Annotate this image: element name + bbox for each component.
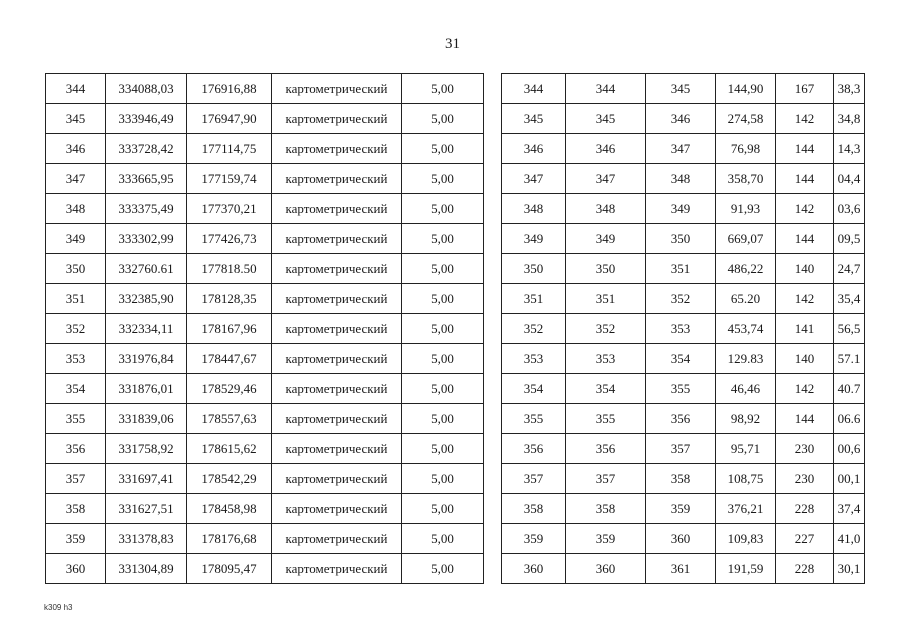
table-cell: 350 [46,254,106,284]
table-cell: 91,93 [716,194,776,224]
table-cell: 351 [646,254,716,284]
table-row [502,554,865,584]
table-cell: 228 [776,554,834,584]
table-cell: 142 [776,374,834,404]
table-cell: 355 [646,374,716,404]
table-cell: 178447,67 [187,344,272,374]
table-row [46,74,484,104]
table-row [46,164,484,194]
table-row [46,404,484,434]
table-cell: 346 [566,134,646,164]
table-row [502,434,865,464]
table-cell: 333375,49 [106,194,187,224]
table-cell: 352 [566,314,646,344]
table-cell: 352 [502,314,566,344]
table-cell: 355 [46,404,106,434]
table-row [502,194,865,224]
table-cell: 178557,63 [187,404,272,434]
table-cell: 57.1 [834,344,865,374]
table-cell: 376,21 [716,494,776,524]
table-cell: 349 [46,224,106,254]
table-cell: 144 [776,404,834,434]
table-cell: 353 [566,344,646,374]
table-cell: 332385,90 [106,284,187,314]
table-row [502,254,865,284]
table-cell: 41,0 [834,524,865,554]
table-cell: 228 [776,494,834,524]
table-cell: 5,00 [402,404,484,434]
table-row [502,74,865,104]
table-cell: 346 [502,134,566,164]
table-cell: 347 [502,164,566,194]
table-cell: 359 [646,494,716,524]
table-cell: 03,6 [834,194,865,224]
table-cell: 357 [646,434,716,464]
table-cell: 360 [46,554,106,584]
table-row [46,134,484,164]
table-cell: 5,00 [402,194,484,224]
table-cell: 353 [46,344,106,374]
table-row [46,284,484,314]
table-row [46,104,484,134]
table-cell: 331876,01 [106,374,187,404]
table-cell: 333946,49 [106,104,187,134]
table-cell: 34,8 [834,104,865,134]
table-cell: картометрический [272,284,402,314]
table-cell: 352 [646,284,716,314]
table-row [502,134,865,164]
table-cell: 40.7 [834,374,865,404]
table-cell: 344 [566,74,646,104]
table-cell: 357 [502,464,566,494]
table-cell: 5,00 [402,464,484,494]
table-cell: 355 [502,404,566,434]
table-cell: 359 [46,524,106,554]
table-cell: 345 [46,104,106,134]
table-cell: 350 [566,254,646,284]
table-row [502,464,865,494]
table-cell: 5,00 [402,554,484,584]
table-cell: 348 [46,194,106,224]
table-cell: 331378,83 [106,524,187,554]
table-cell: картометрический [272,74,402,104]
table-cell: 357 [566,464,646,494]
table-cell: картометрический [272,314,402,344]
table-cell: 5,00 [402,134,484,164]
table-cell: 5,00 [402,434,484,464]
table-cell: 178095,47 [187,554,272,584]
page-number: 31 [445,36,460,52]
table-cell: 178615,62 [187,434,272,464]
table-row [46,434,484,464]
table-cell: 30,1 [834,554,865,584]
table-cell: 349 [566,224,646,254]
table-cell: 354 [646,344,716,374]
table-cell: 230 [776,464,834,494]
table-cell: 140 [776,344,834,374]
table-cell: картометрический [272,194,402,224]
table-cell: 359 [502,524,566,554]
table-cell: 177159,74 [187,164,272,194]
table-cell: картометрический [272,554,402,584]
table-row [502,404,865,434]
table-cell: 98,92 [716,404,776,434]
table-cell: 333665,95 [106,164,187,194]
table-row [502,104,865,134]
table-cell: 344 [46,74,106,104]
table-cell: картометрический [272,254,402,284]
table-cell: 141 [776,314,834,344]
table-cell: 356 [502,434,566,464]
table-cell: картометрический [272,404,402,434]
table-cell: 177426,73 [187,224,272,254]
table-cell: картометрический [272,434,402,464]
table-row [46,464,484,494]
table-cell: 142 [776,194,834,224]
table-cell: 00,1 [834,464,865,494]
table-cell: 5,00 [402,164,484,194]
table-cell: 5,00 [402,344,484,374]
table-cell: 346 [646,104,716,134]
table-cell: 5,00 [402,374,484,404]
table-cell: 346 [46,134,106,164]
table-cell: 65.20 [716,284,776,314]
table-cell: картометрический [272,224,402,254]
table-cell: 354 [502,374,566,404]
table-cell: 347 [566,164,646,194]
table-cell: 76,98 [716,134,776,164]
table-cell: 360 [502,554,566,584]
table-cell: 331697,41 [106,464,187,494]
table-cell: 359 [566,524,646,554]
table-cell: 5,00 [402,314,484,344]
table-cell: 486,22 [716,254,776,284]
table-row [46,374,484,404]
table-row [502,374,865,404]
segments-table-body [502,74,865,584]
table-cell: 350 [502,254,566,284]
table-cell: 351 [566,284,646,314]
table-cell: 334088,03 [106,74,187,104]
table-cell: 109,83 [716,524,776,554]
table-cell: 24,7 [834,254,865,284]
table-cell: 129.83 [716,344,776,374]
coordinates-table-body [46,74,484,584]
table-cell: картометрический [272,164,402,194]
table-cell: 351 [502,284,566,314]
table-cell: 669,07 [716,224,776,254]
table-row [46,524,484,554]
table-cell: 333728,42 [106,134,187,164]
table-cell: 331758,92 [106,434,187,464]
table-cell: 358 [502,494,566,524]
table-row [502,494,865,524]
table-cell: 178542,29 [187,464,272,494]
table-cell: 14,3 [834,134,865,164]
table-row [502,164,865,194]
table-row [46,314,484,344]
table-cell: 95,71 [716,434,776,464]
table-cell: 345 [502,104,566,134]
table-cell: 144 [776,134,834,164]
table-cell: 37,4 [834,494,865,524]
table-cell: 5,00 [402,254,484,284]
table-cell: 178176,68 [187,524,272,554]
table-cell: картометрический [272,524,402,554]
table-cell: картометрический [272,104,402,134]
table-cell: 331304,89 [106,554,187,584]
table-cell: 333302,99 [106,224,187,254]
table-row [46,224,484,254]
table-cell: 332760.61 [106,254,187,284]
table-cell: 348 [502,194,566,224]
table-cell: 5,00 [402,224,484,254]
table-cell: 353 [502,344,566,374]
table-cell: 46,46 [716,374,776,404]
table-row [502,344,865,374]
table-cell: 178167,96 [187,314,272,344]
table-cell: 177370,21 [187,194,272,224]
table-cell: 274,58 [716,104,776,134]
table-row [502,224,865,254]
table-cell: 358 [566,494,646,524]
table-row [46,494,484,524]
table-row [46,554,484,584]
table-cell: 144 [776,224,834,254]
table-cell: 227 [776,524,834,554]
table-cell: картометрический [272,344,402,374]
table-cell: 358 [646,464,716,494]
table-cell: 356 [46,434,106,464]
table-cell: 352 [46,314,106,344]
table-row [46,344,484,374]
table-cell: 332334,11 [106,314,187,344]
table-cell: 140 [776,254,834,284]
segments-table [501,73,865,584]
table-cell: 345 [566,104,646,134]
table-cell: 178529,46 [187,374,272,404]
table-cell: картометрический [272,374,402,404]
table-cell: картометрический [272,464,402,494]
table-cell: 347 [46,164,106,194]
table-cell: 360 [646,524,716,554]
table-cell: картометрический [272,494,402,524]
table-row [502,314,865,344]
table-cell: 00,6 [834,434,865,464]
table-cell: 230 [776,434,834,464]
table-cell: 351 [46,284,106,314]
table-cell: 331976,84 [106,344,187,374]
table-cell: 349 [646,194,716,224]
table-cell: 177818.50 [187,254,272,284]
table-row [502,524,865,554]
table-cell: 344 [502,74,566,104]
table-cell: 354 [46,374,106,404]
table-cell: 5,00 [402,104,484,134]
table-cell: картометрический [272,134,402,164]
table-cell: 350 [646,224,716,254]
table-cell: 144,90 [716,74,776,104]
table-cell: 178458,98 [187,494,272,524]
table-cell: 35,4 [834,284,865,314]
table-cell: 142 [776,104,834,134]
table-cell: 361 [646,554,716,584]
table-cell: 355 [566,404,646,434]
table-cell: 347 [646,134,716,164]
table-row [46,194,484,224]
footer-code: k309 h3 [44,603,73,612]
table-cell: 358,70 [716,164,776,194]
table-cell: 354 [566,374,646,404]
coordinates-table [45,73,484,584]
table-cell: 144 [776,164,834,194]
table-cell: 331839,06 [106,404,187,434]
table-cell: 167 [776,74,834,104]
table-cell: 356 [566,434,646,464]
table-cell: 09,5 [834,224,865,254]
table-cell: 357 [46,464,106,494]
table-cell: 178128,35 [187,284,272,314]
table-cell: 5,00 [402,524,484,554]
table-cell: 5,00 [402,284,484,314]
table-cell: 5,00 [402,494,484,524]
table-cell: 191,59 [716,554,776,584]
table-cell: 348 [566,194,646,224]
table-row [46,254,484,284]
table-cell: 177114,75 [187,134,272,164]
table-cell: 331627,51 [106,494,187,524]
table-cell: 345 [646,74,716,104]
table-cell: 06.6 [834,404,865,434]
table-cell: 358 [46,494,106,524]
table-cell: 453,74 [716,314,776,344]
table-cell: 176947,90 [187,104,272,134]
table-cell: 353 [646,314,716,344]
table-cell: 04,4 [834,164,865,194]
table-cell: 38,3 [834,74,865,104]
table-cell: 360 [566,554,646,584]
table-cell: 349 [502,224,566,254]
table-cell: 56,5 [834,314,865,344]
table-cell: 142 [776,284,834,314]
table-row [502,284,865,314]
table-cell: 176916,88 [187,74,272,104]
table-cell: 356 [646,404,716,434]
table-cell: 108,75 [716,464,776,494]
table-cell: 348 [646,164,716,194]
table-cell: 5,00 [402,74,484,104]
